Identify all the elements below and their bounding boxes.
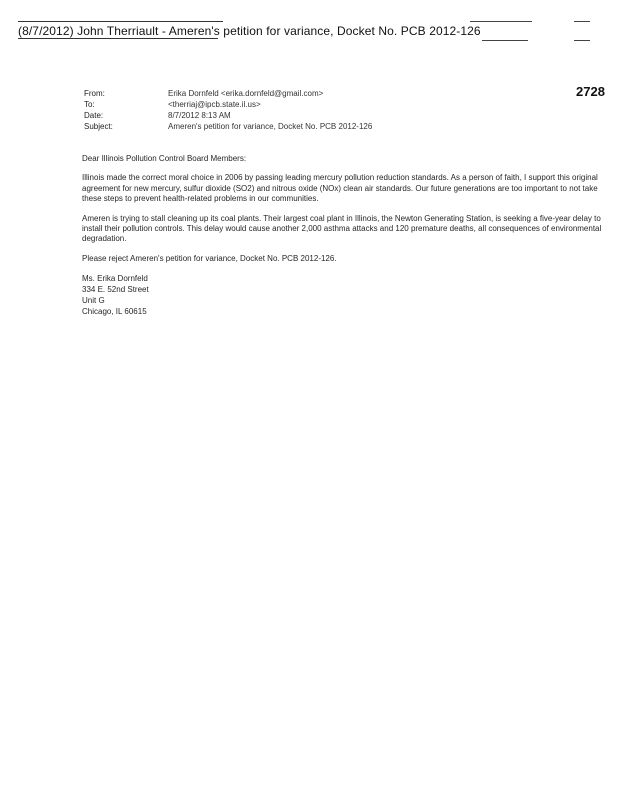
paragraph-3: Please reject Ameren's petition for variance, Docket No. PCB 2012-126.: [82, 253, 337, 263]
paragraph-1: Illinois made the correct moral choice in 2006 by passing leading mercury pollution reduction standards. As a person of faith, I support this original agreement for new mercury, sulfur dioxide (SO2) and nitrous oxide (NOx) clean air standards. Our future generations are too important to not take these steps to prevent health-related problems in our communities.: [82, 173, 598, 204]
to-label: To:: [84, 100, 95, 109]
email-header-block: [84, 88, 372, 132]
letter-body: [82, 154, 602, 317]
header-far-right-tick: [574, 21, 590, 22]
paragraph-2: Ameren is trying to stall cleaning up its coal plants. Their largest coal plant in Illinois, the Newton Generating Station, is seeking a five-year delay to install their pollution controls. This delay would cause another 2,000 asthma attacks and 120 premature deaths, all consequences of environmental degradation.: [82, 213, 602, 244]
subject-value: Ameren's petition for variance, Docket No. PCB 2012-126: [168, 122, 373, 131]
header-bottom-right-rule: [482, 40, 528, 41]
subject-row: [84, 121, 372, 132]
signature-block: [82, 273, 602, 317]
subject-label: Subject:: [84, 122, 113, 131]
signature-unit: Unit G: [82, 296, 105, 306]
salutation: Dear Illinois Pollution Control Board Members:: [82, 154, 247, 163]
from-row: [84, 88, 372, 99]
to-value: <therriaj@ipcb.state.il.us>: [168, 100, 261, 109]
date-label: Date:: [84, 111, 104, 120]
signature-city: Chicago, IL 60615: [82, 307, 147, 317]
from-label: From:: [84, 89, 105, 98]
fax-header: (8/7/2012) John Therriault - Ameren's petition for variance, Docket No. PCB 2012-126: [18, 24, 481, 38]
signature-name: Ms. Erika Dornfeld: [82, 274, 148, 284]
from-value: Erika Dornfeld <erika.dornfeld@gmail.com>: [168, 89, 324, 98]
header-bottom-far-right-tick: [574, 40, 590, 41]
signature-street: 334 E. 52nd Street: [82, 285, 149, 295]
header-top-rule: [18, 21, 223, 22]
date-value: 8/7/2012 8:13 AM: [168, 111, 231, 120]
to-row: [84, 99, 372, 110]
page-number: 2728: [576, 84, 605, 99]
date-row: [84, 110, 372, 121]
header-right-rule: [470, 21, 532, 22]
header-bottom-rule: [18, 38, 218, 39]
